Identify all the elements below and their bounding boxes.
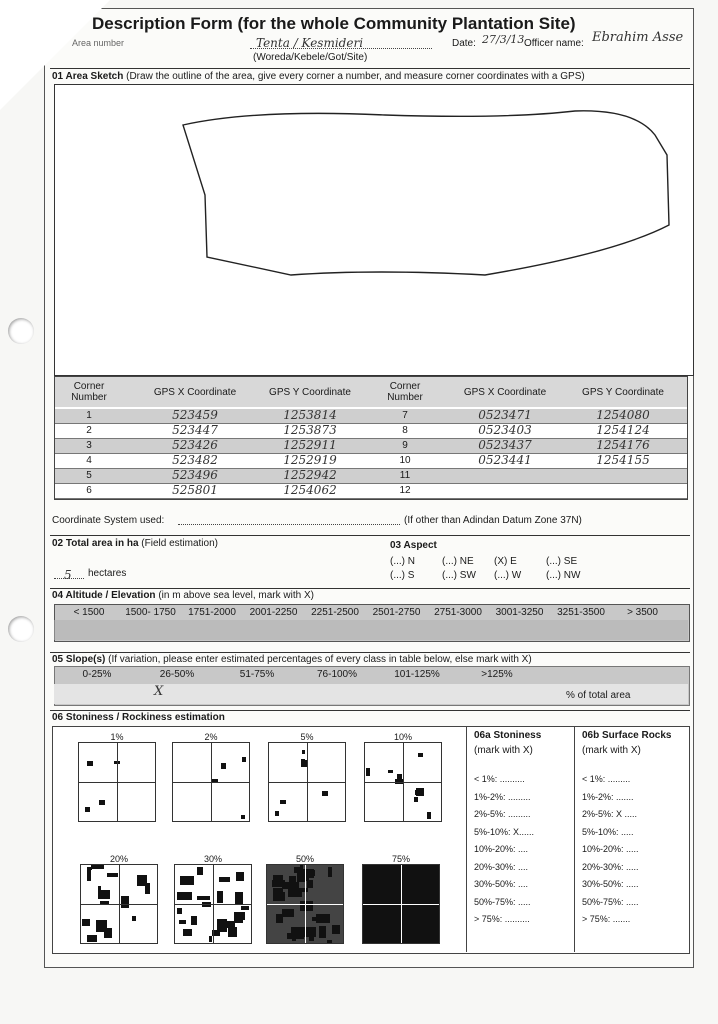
stone-mark bbox=[319, 926, 327, 938]
stone-mark bbox=[99, 800, 105, 805]
aspect-option[interactable]: (X) E bbox=[494, 556, 517, 567]
sample-label: 50% bbox=[295, 854, 314, 864]
stone-mark bbox=[280, 800, 286, 805]
corner-number: 8 bbox=[402, 425, 408, 436]
stoniness-title: 06a Stoniness bbox=[474, 730, 542, 741]
stone-mark bbox=[397, 774, 402, 781]
header-corner-number-right: Corner Number bbox=[387, 381, 423, 403]
punch-hole-top bbox=[8, 318, 34, 344]
altitude-class[interactable]: 3001-3250 bbox=[495, 607, 544, 618]
grid-hline bbox=[365, 782, 441, 783]
stone-mark bbox=[107, 873, 117, 877]
stoniness-option[interactable]: 20%-30%: .... bbox=[474, 861, 529, 872]
slope-class[interactable]: 0-25% bbox=[82, 669, 112, 680]
corner-number: 4 bbox=[86, 455, 92, 466]
rocks-option[interactable]: 2%-5%: X ..... bbox=[582, 809, 638, 819]
grid-hline bbox=[173, 782, 249, 783]
stone-sample-grid bbox=[80, 864, 158, 944]
stoniness-option[interactable]: < 1%: .......... bbox=[474, 774, 525, 784]
slope-class[interactable]: 51-75% bbox=[239, 669, 275, 680]
area-sketch-drawing bbox=[55, 85, 693, 375]
corner-number: 1 bbox=[86, 410, 92, 421]
stone-mark bbox=[180, 876, 194, 885]
stoniness-sub: (mark with X) bbox=[474, 745, 533, 756]
stone-mark bbox=[414, 797, 418, 802]
area-field[interactable] bbox=[250, 34, 432, 49]
gps-y-value[interactable]: 1252919 bbox=[283, 453, 337, 467]
rocks-option[interactable]: 30%-50%: ..... bbox=[582, 879, 639, 889]
stone-mark bbox=[183, 929, 192, 936]
grid-hline bbox=[79, 782, 155, 783]
gps-y-value[interactable]: 1253873 bbox=[283, 423, 337, 437]
aspect-option[interactable]: (...) N bbox=[390, 556, 415, 567]
stone-mark bbox=[435, 873, 439, 884]
stone-mark bbox=[410, 878, 417, 882]
stoniness-option[interactable]: > 75%: .......... bbox=[474, 914, 530, 924]
area-sub-label: (Woreda/Kebele/Got/Site) bbox=[253, 52, 368, 63]
corner-number: 12 bbox=[399, 485, 411, 496]
section-05-title: 05 Slope(s) (If variation, please enter estimated percentages of every class in table below, else mark with X) bbox=[52, 654, 532, 665]
aspect-option[interactable]: (...) S bbox=[390, 570, 415, 581]
sample-label: 1% bbox=[110, 732, 124, 742]
stoniness-option[interactable]: 5%-10%: X...... bbox=[474, 826, 535, 837]
stone-mark bbox=[273, 888, 282, 900]
slope-class[interactable]: >125% bbox=[481, 669, 513, 680]
grid-hline bbox=[175, 904, 251, 905]
stone-mark bbox=[399, 883, 407, 887]
stone-mark bbox=[87, 761, 92, 767]
altitude-class[interactable]: > 3500 bbox=[627, 607, 658, 618]
gps-y-value[interactable]: 1254124 bbox=[596, 423, 650, 437]
sketch-box[interactable] bbox=[54, 84, 694, 376]
stone-mark bbox=[242, 757, 246, 762]
grid-hline bbox=[269, 782, 345, 783]
stone-mark bbox=[418, 872, 429, 879]
date-label: Date: bbox=[452, 38, 476, 49]
stone-mark bbox=[219, 877, 230, 882]
corner-number: 3 bbox=[86, 440, 92, 451]
stone-mark bbox=[98, 890, 110, 899]
officer-value[interactable]: Ebrahim Asse bbox=[592, 30, 684, 45]
corner-number: 7 bbox=[402, 410, 408, 421]
stone-mark bbox=[406, 905, 419, 915]
stone-sample-grid bbox=[172, 742, 250, 822]
stone-mark bbox=[177, 908, 182, 914]
stone-mark bbox=[177, 892, 192, 900]
stone-mark bbox=[276, 914, 282, 923]
sample-label: 10% bbox=[393, 732, 412, 742]
altitude-class[interactable]: 2501-2750 bbox=[372, 607, 421, 618]
section-01-title: 01 Area Sketch (Draw the outline of the area, give every corner a number, and measure corner coordinates with a GPS) bbox=[52, 71, 585, 82]
rocks-option[interactable]: 20%-30%: ..... bbox=[582, 861, 639, 872]
gps-x-value[interactable]: 0523471 bbox=[478, 408, 532, 422]
stoniness-option[interactable]: 30%-50%: .... bbox=[474, 879, 529, 889]
corner-number: 2 bbox=[86, 425, 92, 436]
stone-mark bbox=[380, 877, 387, 883]
sample-label: 2% bbox=[204, 732, 218, 742]
gps-x-value[interactable]: 525801 bbox=[172, 483, 218, 497]
stone-mark bbox=[282, 909, 294, 917]
stone-mark bbox=[327, 940, 332, 943]
header-gps-x-right: GPS X Coordinate bbox=[463, 387, 547, 398]
section-06-title: 06 Stoniness / Rockiness estimation bbox=[52, 712, 225, 723]
stone-mark bbox=[137, 875, 146, 886]
gps-y-value[interactable]: 1252911 bbox=[283, 438, 337, 452]
rocks-option[interactable]: 5%-10%: ..... bbox=[582, 826, 634, 837]
stone-sample-grid bbox=[78, 742, 156, 822]
gps-y-value[interactable]: 1254062 bbox=[283, 483, 337, 497]
slope-mark: X bbox=[154, 684, 164, 699]
stone-mark bbox=[368, 907, 375, 915]
stone-mark bbox=[388, 770, 394, 773]
stone-mark bbox=[241, 906, 249, 910]
stone-mark bbox=[300, 865, 303, 873]
gps-x-value[interactable]: 0523441 bbox=[478, 453, 532, 467]
sample-label: 20% bbox=[109, 854, 128, 864]
stone-mark bbox=[121, 896, 129, 908]
section-03-title: 03 Aspect bbox=[390, 540, 437, 551]
sample-label: 5% bbox=[300, 732, 314, 742]
stone-mark bbox=[197, 896, 210, 901]
stone-mark bbox=[234, 916, 243, 923]
stone-mark bbox=[209, 936, 213, 943]
row-divider bbox=[55, 498, 687, 499]
corner-number: 10 bbox=[399, 455, 411, 466]
stone-mark bbox=[228, 927, 237, 937]
gps-y-value[interactable]: 1253814 bbox=[283, 408, 337, 422]
stone-mark bbox=[307, 880, 313, 888]
stone-mark bbox=[235, 892, 244, 905]
stone-mark bbox=[87, 870, 91, 882]
rocks-option[interactable]: 1%-2%: ....... bbox=[582, 791, 634, 802]
stoniness-option[interactable]: 50%-75%: ..... bbox=[474, 896, 531, 907]
rocks-option[interactable]: 10%-20%: ..... bbox=[582, 844, 639, 854]
stone-mark bbox=[364, 920, 372, 928]
stone-sample-grid bbox=[174, 864, 252, 944]
stone-mark bbox=[191, 916, 196, 926]
stone-mark bbox=[236, 872, 244, 881]
stone-mark bbox=[418, 753, 422, 757]
area-value: Tenta / Kesmideri bbox=[256, 36, 364, 50]
stone-mark bbox=[371, 889, 382, 892]
corner-number: 6 bbox=[86, 485, 92, 496]
header-gps-y-left: GPS Y Coordinate bbox=[269, 387, 351, 398]
gps-x-value[interactable]: 523482 bbox=[172, 453, 218, 467]
stone-mark bbox=[416, 788, 424, 795]
gps-x-value[interactable]: 0523437 bbox=[478, 438, 532, 452]
altitude-class[interactable]: 1500- 1750 bbox=[125, 607, 176, 618]
coords-table bbox=[54, 376, 688, 500]
header-gps-x-left: GPS X Coordinate bbox=[153, 387, 237, 398]
stone-mark bbox=[384, 932, 392, 937]
gps-x-value[interactable]: 0523403 bbox=[478, 423, 532, 437]
stone-mark bbox=[416, 930, 421, 933]
gps-x-value[interactable]: 523447 bbox=[172, 423, 218, 437]
stone-mark bbox=[221, 763, 226, 769]
gps-x-value[interactable]: 523459 bbox=[172, 408, 218, 422]
stone-mark bbox=[328, 867, 333, 877]
stone-mark bbox=[401, 920, 408, 930]
aspect-option[interactable]: (...) SE bbox=[546, 556, 578, 567]
area-number-label: Area number bbox=[72, 38, 125, 48]
aspect-option[interactable]: (...) W bbox=[494, 570, 522, 581]
stoniness-option[interactable]: 2%-5%: ......... bbox=[474, 809, 531, 819]
stone-mark bbox=[104, 928, 112, 938]
rocks-option[interactable]: < 1%: ......... bbox=[582, 774, 631, 784]
gps-x-value[interactable]: 523496 bbox=[172, 468, 218, 482]
stone-mark bbox=[282, 882, 296, 888]
stone-mark bbox=[287, 933, 298, 940]
grid-hline bbox=[267, 904, 343, 905]
rocks-title: 06b Surface Rocks bbox=[582, 730, 672, 741]
coordinate-system-label: Coordinate System used: bbox=[52, 515, 165, 526]
stone-mark bbox=[91, 865, 103, 869]
section-04-title: 04 Altitude / Elevation (in m above sea level, mark with X) bbox=[52, 590, 314, 601]
rocks-option[interactable]: > 75%: ....... bbox=[582, 914, 631, 924]
coordinate-system-field[interactable] bbox=[178, 524, 400, 525]
stone-mark bbox=[302, 750, 306, 754]
altitude-class[interactable]: 1751-2000 bbox=[188, 607, 236, 618]
corner-number: 11 bbox=[399, 470, 411, 481]
stoniness-option[interactable]: 10%-20%: .... bbox=[474, 844, 529, 854]
stone-mark bbox=[132, 916, 135, 921]
total-area-field[interactable] bbox=[54, 566, 84, 582]
stone-mark bbox=[85, 807, 90, 813]
stone-mark bbox=[300, 888, 309, 893]
stone-sample-grid bbox=[266, 864, 344, 944]
date-value[interactable]: 27/3/13 bbox=[482, 33, 525, 46]
slope-footer: % of total area bbox=[566, 690, 631, 701]
stone-sample-grid bbox=[364, 742, 442, 822]
section-02-title: 02 Total area in ha (Field estimation) bbox=[52, 538, 218, 549]
stone-mark bbox=[273, 875, 283, 882]
officer-label: Officer name: bbox=[524, 38, 584, 49]
gps-x-value[interactable]: 523426 bbox=[172, 438, 218, 452]
aspect-option[interactable]: (...) NE bbox=[442, 556, 474, 567]
grid-hline bbox=[81, 904, 157, 905]
stone-mark bbox=[241, 815, 245, 818]
stone-mark bbox=[427, 812, 431, 819]
altitude-class[interactable]: 2751-3000 bbox=[434, 607, 482, 618]
form-title: Description Form (for the whole Community Plantation Site) bbox=[92, 14, 576, 33]
stone-mark bbox=[388, 875, 397, 882]
punch-hole-bottom bbox=[8, 616, 34, 642]
stone-mark bbox=[380, 912, 386, 924]
corner-number: 9 bbox=[402, 440, 408, 451]
corner-number: 5 bbox=[86, 470, 92, 481]
total-area-value: 5 bbox=[64, 568, 72, 582]
header-gps-y-right: GPS Y Coordinate bbox=[582, 387, 664, 398]
header-corner-number-left: Corner Number bbox=[71, 381, 107, 403]
hectares-label: hectares bbox=[88, 568, 127, 579]
stone-mark bbox=[275, 811, 280, 816]
stone-mark bbox=[366, 768, 370, 776]
stone-sample-grid bbox=[268, 742, 346, 822]
altitude-class[interactable]: < 1500 bbox=[73, 607, 105, 618]
gps-y-value[interactable]: 1252942 bbox=[283, 468, 337, 482]
gps-y-value[interactable]: 1254080 bbox=[596, 408, 650, 422]
stone-mark bbox=[179, 920, 186, 923]
altitude-class[interactable]: 2251-2500 bbox=[311, 607, 359, 618]
gps-y-value[interactable]: 1254155 bbox=[596, 453, 650, 467]
stone-mark bbox=[332, 925, 340, 935]
rocks-sub: (mark with X) bbox=[582, 745, 641, 756]
sample-label: 30% bbox=[203, 854, 222, 864]
stone-mark bbox=[217, 891, 224, 903]
gps-y-value[interactable]: 1254176 bbox=[596, 438, 650, 452]
slope-class[interactable]: 26-50% bbox=[159, 669, 195, 680]
stoniness-option[interactable]: 1%-2%: ......... bbox=[474, 791, 531, 802]
stone-mark bbox=[382, 889, 396, 892]
stone-mark bbox=[417, 919, 427, 925]
aspect-option[interactable]: (...) NW bbox=[546, 570, 581, 581]
slope-class[interactable]: 101-125% bbox=[394, 669, 440, 680]
sample-label: 75% bbox=[391, 854, 410, 864]
stone-mark bbox=[364, 867, 371, 880]
altitude-class[interactable]: 2001-2250 bbox=[249, 607, 298, 618]
stone-mark bbox=[322, 791, 328, 796]
stone-mark bbox=[387, 921, 400, 928]
coordinate-system-note: (If other than Adindan Datum Zone 37N) bbox=[404, 515, 582, 526]
slope-class[interactable]: 76-100% bbox=[316, 669, 358, 680]
aspect-option[interactable]: (...) SW bbox=[442, 570, 476, 581]
grid-hline bbox=[363, 904, 439, 905]
rocks-option[interactable]: 50%-75%: ..... bbox=[582, 896, 639, 907]
stone-mark bbox=[224, 921, 235, 928]
stone-sample-grid bbox=[362, 864, 440, 944]
stone-mark bbox=[417, 913, 431, 919]
stone-mark bbox=[312, 870, 315, 876]
stone-mark bbox=[312, 917, 322, 921]
stone-mark bbox=[197, 867, 202, 875]
altitude-class[interactable]: 3251-3500 bbox=[557, 607, 605, 618]
stone-mark bbox=[82, 919, 91, 926]
stone-mark bbox=[87, 935, 97, 942]
